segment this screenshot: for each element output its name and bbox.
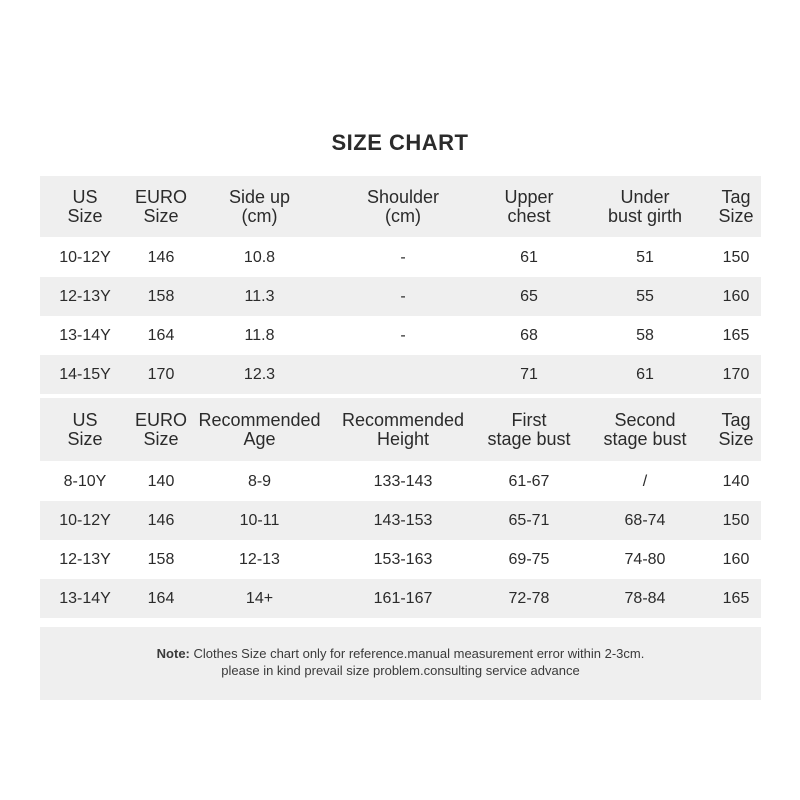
cell-us-size: 12-13Y [59,551,111,568]
note-text-2: please in kind prevail size problem.consulting service advance [221,663,580,678]
size-table-measurements [40,176,761,394]
cell-recommended-age: 10-11 [239,512,280,529]
table-row [40,461,761,501]
cell-tag-size: 140 [722,472,750,490]
cell-euro-size: 146 [147,512,175,529]
cell-under-bust-girth: 58 [636,327,654,344]
cell-recommended-height: 133-143 [373,472,433,490]
cell-shoulder: - [400,248,406,266]
cell-upper-chest: 68 [520,327,538,344]
table-row [40,277,761,316]
header-under-bust-girth: Under bust girth [607,186,683,226]
table-row [40,237,761,277]
header-us-size: US Size [67,186,103,226]
cell-under-bust-girth: 61 [636,366,654,383]
cell-recommended-age: 14+ [245,590,274,607]
cell-recommended-height: 161-167 [373,590,433,607]
cell-side-up: 11.8 [244,327,275,344]
cell-euro-size: 158 [147,288,175,305]
header-second-stage-bust: Second stage bust [603,409,687,449]
table-row [40,501,761,540]
cell-side-up: 11.3 [244,288,275,305]
header-recommended-height: Recommended Height [341,409,465,449]
cell-second-stage-bust: 74-80 [624,551,666,568]
table-row [40,355,761,394]
table-header-row [40,176,761,237]
cell-us-size: 12-13Y [59,288,111,305]
cell-side-up: 12.3 [243,366,276,383]
note-box [40,627,761,700]
cell-us-size: 8-10Y [63,472,107,490]
cell-tag-size: 150 [722,248,750,266]
note-line-1 [40,645,761,662]
cell-second-stage-bust: / [642,472,648,490]
cell-upper-chest: 61 [520,248,538,266]
cell-tag-size: 160 [722,551,750,568]
cell-tag-size: 170 [722,366,750,383]
header-tag-size: Tag Size [718,186,754,226]
header-tag-size: Tag Size [718,409,754,449]
cell-first-stage-bust: 65-71 [508,512,550,529]
cell-tag-size: 150 [722,512,750,529]
cell-us-size: 14-15Y [59,366,111,383]
cell-euro-size: 164 [147,327,175,344]
cell-us-size: 10-12Y [59,248,111,266]
cell-upper-chest: 71 [520,366,538,383]
table-row [40,316,761,355]
size-table-recommended [40,398,761,618]
chart-title: SIZE CHART [331,130,469,155]
cell-us-size: 13-14Y [59,590,111,607]
header-us-size: US Size [67,409,103,449]
cell-euro-size: 170 [147,366,175,383]
cell-shoulder: - [400,327,406,344]
header-upper-chest: Upper chest [504,186,554,226]
table-row [40,540,761,579]
header-first-stage-bust: First stage bust [487,409,571,449]
header-recommended-age: Recommended Age [198,409,321,449]
cell-tag-size: 165 [722,327,750,344]
cell-recommended-age: 12-13 [239,551,280,568]
cell-euro-size: 146 [147,248,175,266]
cell-second-stage-bust: 78-84 [624,590,666,607]
cell-side-up: 10.8 [243,248,276,266]
cell-under-bust-girth: 55 [636,288,654,305]
cell-tag-size: 160 [722,288,750,305]
header-shoulder: Shoulder (cm) [366,186,440,226]
cell-euro-size: 164 [147,590,175,607]
header-euro-size: EURO Size [134,186,187,226]
cell-recommended-height: 143-153 [373,512,433,529]
cell-second-stage-bust: 68-74 [624,512,666,529]
cell-recommended-age: 8-9 [247,472,272,490]
table-row [40,579,761,618]
note-text-1: Clothes Size chart only for reference.manual measurement error within 2-3cm. [189,646,645,661]
cell-shoulder: - [400,288,406,305]
cell-tag-size: 165 [722,590,750,607]
cell-recommended-height: 153-163 [373,551,433,568]
cell-first-stage-bust: 69-75 [508,551,550,568]
cell-euro-size: 158 [147,551,175,568]
cell-first-stage-bust: 61-67 [508,472,550,490]
table-header-row [40,398,761,461]
cell-upper-chest: 65 [520,288,538,305]
header-side-up: Side up (cm) [228,186,291,226]
cell-us-size: 13-14Y [59,327,111,344]
cell-under-bust-girth: 51 [636,248,654,266]
header-euro-size: EURO Size [134,409,187,449]
cell-us-size: 10-12Y [59,512,111,529]
note-label: Note: [156,646,190,661]
cell-first-stage-bust: 72-78 [508,590,550,607]
cell-euro-size: 140 [147,472,175,490]
